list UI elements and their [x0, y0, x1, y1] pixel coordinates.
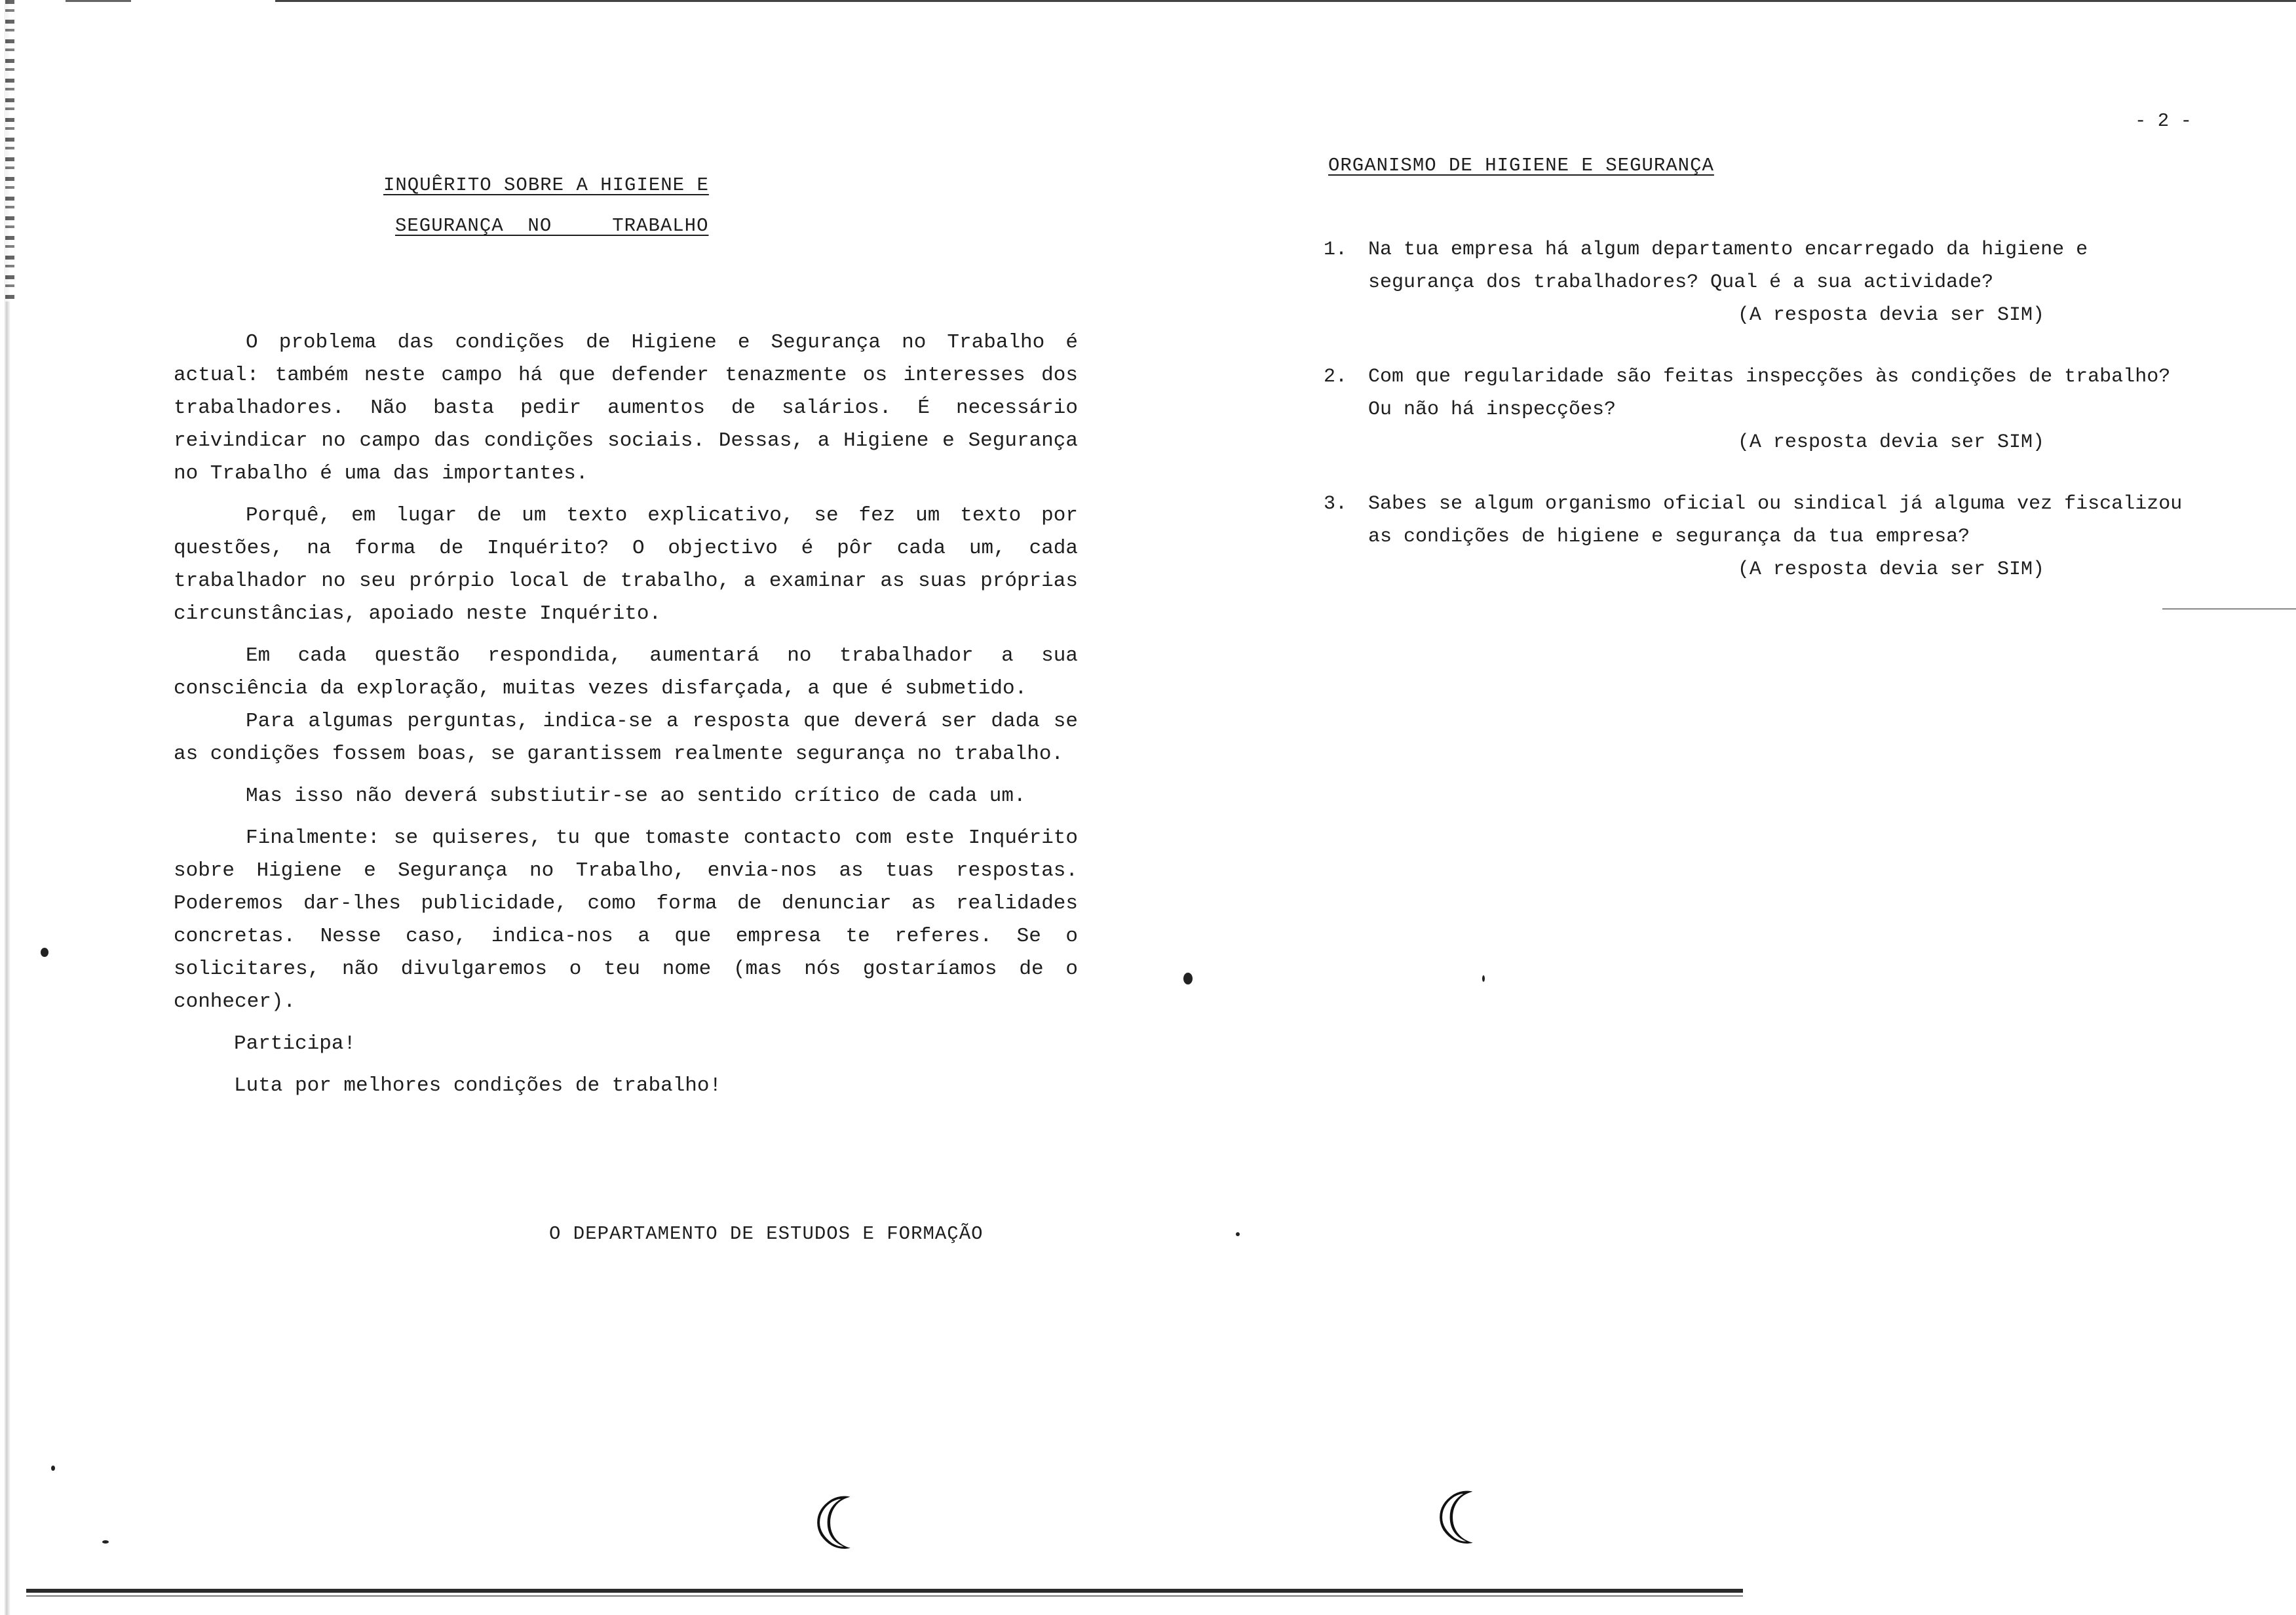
question-item: [1324, 360, 2202, 459]
section-title: ORGANISMO DE HIGIENE E SEGURANÇA: [1328, 155, 1714, 176]
closing-luta: Luta por melhores condições de trabalho!: [234, 1074, 722, 1097]
scan-bottom-rule-thin: [26, 1595, 1743, 1597]
expected-answer: (A resposta devia ser SIM): [1737, 431, 2044, 454]
department-signature: O DEPARTAMENTO DE ESTUDOS E FORMAÇÃO: [549, 1223, 984, 1245]
scan-top-rule-left: [66, 0, 131, 2]
question-text: Na tua empresa há algum departamento encarregado da higiene e segurança dos trabalhadores? Qual é a sua actividade?: [1368, 239, 2088, 294]
question-item: [1324, 488, 2202, 586]
question-list: [1324, 233, 2202, 615]
survey-title-line-1: INQUÊRITO SOBRE A HIGIENE E: [383, 174, 709, 196]
punch-hole-mark: ☾: [1434, 1477, 1499, 1561]
punch-hole-mark: ☾: [811, 1482, 876, 1566]
introduction-text: [174, 326, 1078, 1112]
question-number: 1.: [1324, 239, 1348, 261]
question-text: Sabes se algum organismo oficial ou sindical já alguma vez fiscalizou as condições de higiene e segurança da tua empresa?: [1368, 493, 2183, 548]
scan-binding-mark: [5, 0, 14, 302]
expected-answer: (A resposta devia ser SIM): [1737, 304, 2044, 326]
question-number: 3.: [1324, 493, 1348, 515]
scan-top-rule: [275, 0, 2296, 2]
paragraph: Finalmente: se quiseres, tu que tomaste contacto com este Inquérito sobre Higiene e Segurança no Trabalho, envia-nos as tuas respostas. Poderemos dar-lhes publicidade, como forma de denunciar as realidades concretas. Nesse caso, indica-nos a que empresa te referes. Se o solicitares, não divulgaremos o teu nome (mas nós gostaríamos de o conhecer).: [174, 827, 1078, 1013]
scan-speck: [41, 948, 48, 957]
paragraph: O problema das condições de Higiene e Segurança no Trabalho é actual: também neste campo há que defender tenazmente os interesses dos trabalhadores. Não basta pedir aumentos de salários. É necessário reivindicar no campo das condições sociais. Dessas, a Higiene e Segurança no Trabalho é uma das importantes.: [174, 331, 1078, 485]
scan-speck: [1482, 975, 1485, 982]
question-number: 2.: [1324, 366, 1348, 388]
survey-title-line-2: SEGURANÇA NO TRABALHO: [395, 215, 709, 237]
scan-speck: [1236, 1232, 1240, 1236]
paragraph: Porquê, em lugar de um texto explicativo, se fez um texto por questões, na forma de Inquérito? O objectivo é pôr cada um, cada trabalhador no seu prórpio local de trabalho, a examinar as suas próprias circunstâncias, apoiado neste Inquérito.: [174, 504, 1078, 625]
scan-speck: [1183, 973, 1193, 984]
paragraph: Em cada questão respondida, aumentará no trabalhador a sua consciência da exploração, muitas vezes disfarçada, a que é submetido.: [174, 644, 1078, 700]
question-text: Com que regularidade são feitas inspecções às condições de trabalho? Ou não há inspecções?: [1368, 366, 2171, 421]
paragraph: Mas isso não deverá substiutir-se ao sentido crítico de cada um.: [246, 785, 1026, 808]
scan-speck: [102, 1540, 109, 1544]
question-item: [1324, 233, 2202, 332]
paragraph: Para algumas perguntas, indica-se a resposta que deverá ser dada se as condições fossem boas, se garantissem realmente segurança no trabalho.: [174, 710, 1078, 766]
page-number: - 2 -: [2135, 110, 2192, 132]
expected-answer: (A resposta devia ser SIM): [1737, 558, 2044, 581]
closing-participa: Participa!: [234, 1032, 356, 1055]
scan-speck: [51, 1466, 55, 1471]
scan-bottom-rule: [26, 1589, 1743, 1593]
